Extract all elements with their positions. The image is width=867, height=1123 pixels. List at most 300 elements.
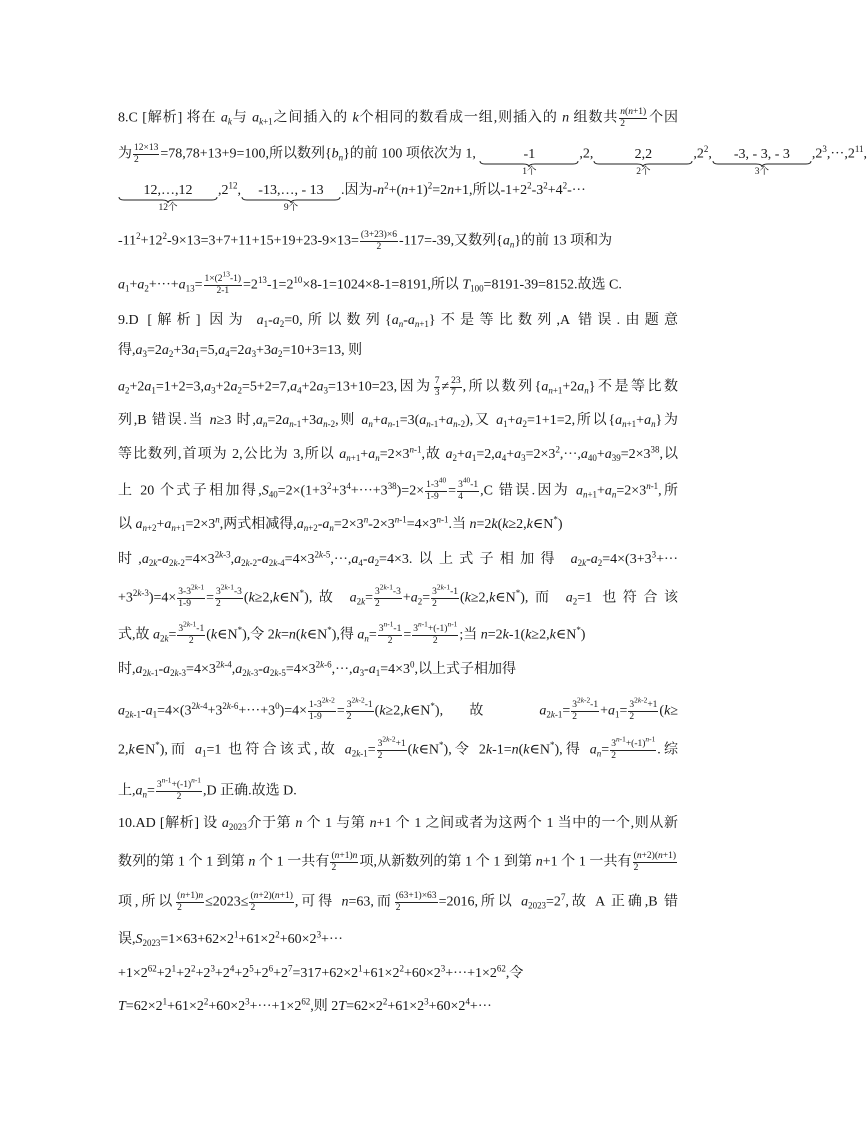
text-run: =: [422, 590, 431, 606]
subscript: [346, 453, 360, 463]
text-run: .因为-: [340, 183, 378, 198]
text-run: ),令 2: [443, 742, 486, 758]
text-run: +3: [301, 413, 317, 428]
text-run: 40: [268, 489, 278, 500]
text-run: 2: [432, 636, 438, 646]
text-run: +(-1): [427, 624, 448, 634]
text-run: 2: [125, 709, 130, 720]
text-run: +3: [118, 590, 133, 606]
fraction-denominator: [610, 751, 656, 762]
math-variable: a: [135, 343, 143, 358]
text-run: (: [518, 742, 524, 758]
math-variable: a: [322, 517, 330, 532]
text-run: 2: [144, 283, 149, 294]
text-run: 12: [228, 180, 238, 191]
solution-line: [118, 143, 867, 177]
fraction-numerator: [633, 851, 677, 863]
fraction: [450, 376, 462, 399]
math-variable: n: [548, 385, 553, 396]
text-run: =1 也符合该: [577, 590, 678, 606]
math-variable: a: [604, 447, 612, 462]
text-run: +2: [214, 966, 230, 981]
text-run: 2: [633, 863, 639, 873]
text-run: =: [619, 703, 628, 719]
text-run: +: [402, 590, 411, 606]
text-run: 3-3: [178, 587, 191, 597]
fraction-denominator: [330, 863, 358, 874]
text-run: =: [562, 703, 571, 719]
solution-line: [118, 230, 678, 250]
solution-line: [118, 269, 678, 296]
math-variable: n: [215, 514, 220, 525]
text-run: -5: [278, 667, 286, 678]
underbrace-label: [284, 203, 298, 213]
text-run: +···+3: [238, 703, 276, 719]
math-variable: k: [196, 701, 201, 712]
math-variable: a: [220, 110, 228, 126]
solution-line: [118, 930, 678, 950]
math-variable: n: [375, 452, 380, 463]
text-run: 2: [203, 996, 209, 1007]
text-run: +60×2: [279, 932, 317, 947]
text-run: 1-9: [178, 599, 191, 609]
fraction-numerator: [133, 143, 159, 155]
text-run: +···+1×2: [249, 999, 302, 1014]
text-run: -4: [277, 557, 285, 568]
text-run: 3: [142, 348, 147, 359]
math-variable: a: [589, 742, 597, 758]
text-run: 组数共: [569, 110, 619, 126]
text-run: 个 1 一共有: [255, 854, 330, 870]
text-run: 3: [822, 144, 827, 155]
math-variable: k: [355, 695, 359, 705]
math-variable: n: [469, 517, 477, 532]
superscript: [436, 514, 448, 524]
text-run: =0,所以数列{: [284, 313, 392, 328]
math-variable: b: [331, 146, 339, 162]
text-run: =78,78+13+9=100,所以数列{: [160, 146, 332, 162]
text-run: *: [327, 625, 332, 636]
text-run: 0: [275, 701, 280, 712]
superscript: [439, 475, 446, 484]
fraction-denominator: [628, 712, 658, 723]
text-run: ,2: [218, 183, 229, 198]
text-run: +1: [552, 385, 563, 396]
solution-line: [118, 475, 679, 502]
math-variable: a: [153, 627, 160, 643]
text-run: -1: [430, 418, 439, 429]
text-run: 项,从新数列的第 1 个 1 到第: [359, 854, 536, 870]
solution-line: [118, 734, 679, 761]
text-run: ),令 2: [242, 627, 275, 643]
superscript: [645, 734, 655, 743]
fraction: [133, 143, 159, 166]
math-variable: n: [180, 891, 186, 901]
text-run: 1-9: [426, 492, 439, 502]
math-variable: a: [570, 552, 578, 567]
text-run: 62: [147, 963, 157, 974]
math-variable: k: [273, 557, 278, 568]
fraction-denominator: [633, 863, 677, 874]
math-variable: k: [440, 582, 444, 592]
text-run: -2: [457, 418, 466, 429]
text-run: -3: [531, 183, 544, 198]
math-variable: T: [118, 999, 126, 1014]
text-run: +61×2: [362, 966, 400, 981]
text-run: 1: [162, 996, 168, 1007]
solution-line: [118, 341, 678, 361]
text-run: 40: [462, 475, 471, 485]
text-run: -1: [590, 700, 599, 710]
text-run: ∈N: [532, 517, 554, 532]
math-variable: a: [515, 413, 523, 428]
text-run: 2: [399, 963, 404, 974]
math-variable: n: [161, 775, 166, 785]
text-run: +(-1): [625, 739, 646, 749]
text-run: 4: [229, 963, 235, 974]
text-run: (: [374, 703, 380, 719]
text-run: =2,: [476, 447, 495, 462]
text-run: 2: [703, 144, 709, 155]
math-variable: a: [352, 662, 360, 677]
text-run: (: [250, 891, 254, 901]
superscript: [215, 549, 231, 559]
math-variable: k: [320, 659, 325, 670]
text-run: 62: [301, 996, 311, 1007]
math-variable: n: [646, 481, 651, 492]
text-run: +2: [156, 966, 172, 981]
fraction-numerator: [610, 734, 656, 751]
math-variable: a: [380, 413, 388, 428]
text-run: ≥2,: [508, 517, 527, 532]
text-run: 39: [611, 452, 621, 463]
text-run: =: [206, 590, 215, 606]
text-run: +2: [195, 966, 211, 981]
text-run: =4×3.以上式子相加得: [379, 552, 571, 567]
text-run: 3: [216, 587, 221, 597]
text-run: +2: [301, 379, 317, 395]
text-run: -: [317, 517, 323, 532]
text-run: =4×3: [380, 662, 410, 677]
text-run: +1×2: [118, 966, 148, 981]
fraction-numerator: [177, 582, 205, 599]
text-run: -1=: [492, 742, 512, 758]
fraction-denominator: [177, 599, 205, 610]
text-run: 2: [356, 596, 362, 607]
text-run: 2: [134, 155, 139, 165]
text-run: =: [336, 703, 345, 719]
text-run: -1: [470, 480, 479, 490]
math-variable: k: [137, 588, 142, 599]
text-run: 2: [241, 557, 246, 568]
underbrace-group: [479, 145, 579, 177]
superscript: [352, 695, 365, 704]
superscript: [192, 701, 208, 711]
text-run: 2: [170, 667, 175, 678]
text-run: 7: [288, 963, 293, 974]
text-run: ): [557, 517, 563, 532]
math-variable: k: [194, 582, 198, 592]
fraction-numerator: [378, 619, 403, 636]
fraction: [177, 582, 205, 610]
text-run: +1): [408, 183, 428, 198]
text-run: 1: [615, 709, 620, 720]
math-variable: a: [580, 447, 588, 462]
solution-line: [118, 376, 678, 396]
text-run: 4: [225, 348, 230, 359]
text-run: 2: [562, 180, 568, 191]
fraction: [176, 891, 204, 914]
superscript: [395, 514, 407, 524]
math-variable: n: [636, 851, 642, 861]
superscript: [191, 582, 204, 591]
math-variable: n: [535, 854, 543, 870]
math-variable: a: [644, 413, 652, 428]
subscript: [269, 558, 285, 568]
text-run: (: [243, 590, 249, 606]
math-variable: a: [118, 277, 125, 293]
math-variable: a: [163, 662, 171, 677]
text-run: +61×2: [167, 999, 204, 1014]
math-variable: a: [256, 313, 264, 328]
text-run: 40: [587, 452, 597, 463]
math-variable: a: [261, 552, 269, 567]
text-run: 2: [268, 557, 274, 568]
text-run: +60×2: [428, 999, 466, 1014]
text-run: -1: [165, 775, 172, 785]
solution-line: [118, 891, 678, 911]
math-variable: k: [227, 116, 232, 127]
text-run: +1): [279, 891, 293, 901]
math-variable: k: [664, 703, 671, 719]
text-run: 3: [611, 739, 616, 749]
solution-line: [118, 445, 678, 465]
text-run: ),得: [331, 627, 358, 643]
fraction-numerator: [377, 734, 407, 751]
subscript: [270, 668, 286, 678]
text-run: +1: [395, 739, 406, 749]
text-run: -1: [399, 514, 407, 525]
text-run: -: [140, 703, 146, 719]
solution-line: [118, 515, 678, 535]
fraction-denominator: [425, 492, 447, 503]
fraction-numerator: [412, 619, 458, 636]
text-run: 2023: [528, 900, 547, 911]
text-run: 3: [178, 624, 184, 634]
text-run: 上,: [118, 783, 136, 799]
subscript: [470, 284, 483, 294]
fraction-numerator: [249, 891, 293, 903]
math-variable: n: [198, 891, 204, 901]
text-run: +(: [388, 183, 402, 198]
text-run: 2: [382, 996, 388, 1007]
text-run: =62×2: [125, 999, 163, 1014]
text-run: 2: [375, 599, 380, 609]
text-run: 2: [387, 636, 393, 646]
subscript: [352, 749, 368, 759]
text-run: 4: [297, 385, 302, 396]
text-run: +1: [350, 452, 361, 463]
text-run: -: [258, 662, 263, 677]
text-run: +2: [129, 379, 145, 395]
math-variable: a: [361, 413, 369, 428]
superscript: [380, 582, 393, 591]
text-run: +3: [256, 343, 271, 358]
text-run: +2)(: [641, 851, 658, 861]
text-run: -117=-39,又数列{: [398, 233, 503, 249]
math-variable: a: [161, 343, 169, 358]
text-run: *: [550, 740, 555, 751]
text-run: 2: [577, 557, 583, 568]
text-run: 以: [118, 517, 136, 532]
text-run: (: [633, 851, 637, 861]
subscript: [588, 453, 597, 463]
subscript: [622, 419, 636, 429]
math-variable: k: [245, 557, 250, 568]
text-run: +2: [562, 379, 578, 395]
math-variable: a: [410, 590, 418, 606]
text-run: -3: [233, 587, 242, 597]
math-variable: a: [221, 816, 229, 831]
math-variable: k: [318, 549, 323, 560]
fraction-numerator: [395, 891, 438, 903]
text-run: .综: [657, 742, 679, 758]
math-variable: n: [645, 734, 650, 744]
text-run: 误,: [118, 932, 136, 947]
text-run: .当: [448, 517, 470, 532]
text-run: =: [448, 483, 457, 499]
text-run: 3: [378, 624, 384, 634]
text-run: -1: [619, 734, 626, 744]
text-run: +: [129, 277, 138, 293]
math-variable: a: [270, 343, 278, 358]
subscript: [149, 558, 157, 568]
text-run: -13,…, - 13: [258, 183, 324, 198]
text-run: +: [438, 413, 447, 428]
math-variable: n: [651, 418, 656, 429]
math-variable: k: [300, 627, 307, 643]
text-run: +3: [207, 703, 223, 719]
math-variable: a: [118, 703, 125, 719]
text-run: -3: [178, 667, 187, 678]
text-run: 3: [413, 624, 418, 634]
text-run: =2×3: [379, 447, 410, 462]
subscript: [426, 419, 438, 429]
text-run: +2: [215, 379, 231, 395]
text-run: ∈N: [217, 627, 238, 643]
text-run: ,D 正确.故选 D.: [203, 783, 297, 799]
text-run: =4×3: [186, 662, 216, 677]
text-run: 4: [458, 492, 463, 502]
math-variable: a: [144, 379, 152, 395]
text-run: ,: [708, 146, 712, 162]
text-run: 2-1: [216, 286, 230, 296]
fraction: [633, 851, 677, 874]
fraction: [457, 475, 479, 503]
math-variable: k: [489, 590, 496, 606]
text-run: 3: [156, 780, 162, 790]
text-run: 8.C [解析] 将在: [118, 110, 221, 126]
math-variable: n: [209, 413, 217, 428]
math-variable: k: [386, 734, 390, 744]
math-variable: k: [412, 742, 419, 758]
text-run: =: [168, 627, 177, 643]
math-variable: k: [352, 110, 359, 126]
text-run: 62: [496, 963, 506, 974]
text-run: *: [553, 514, 558, 525]
fraction: [308, 695, 336, 723]
text-run: 个因: [648, 110, 679, 126]
solution-line: [118, 550, 678, 570]
math-variable: n: [511, 742, 519, 758]
text-run: ,所: [658, 483, 679, 499]
text-run: +2: [176, 966, 192, 981]
text-run: 1个: [522, 166, 537, 177]
fraction: [215, 582, 243, 610]
text-run: }的前 13 项和为: [514, 233, 613, 249]
text-run: 数列的第 1 个 1 到第: [118, 854, 249, 870]
fraction-numerator: [619, 107, 647, 119]
text-run: 3: [572, 700, 577, 710]
text-run: =: [146, 783, 155, 799]
math-variable: n: [480, 627, 488, 643]
text-run: -1: [421, 619, 428, 629]
math-variable: a: [368, 447, 376, 462]
text-run: +2: [253, 966, 269, 981]
text-run: +1,所以-1+2: [454, 183, 528, 198]
text-run: ,则: [335, 413, 362, 428]
text-run: -1: [293, 418, 302, 429]
text-run: 1: [195, 348, 200, 359]
text-run: ,以上式子相加得: [414, 662, 516, 677]
text-run: ,···,: [330, 552, 352, 567]
math-variable: a: [141, 552, 149, 567]
math-variable: k: [523, 742, 530, 758]
text-run: 2: [432, 599, 437, 609]
subscript: [125, 710, 141, 720]
fraction: [177, 619, 205, 647]
text-run: 2: [214, 549, 220, 560]
text-run: -1: [150, 667, 159, 678]
text-run: -1): [229, 274, 242, 284]
text-run: =2: [267, 413, 283, 428]
text-run: +: [372, 413, 381, 428]
text-run: +1: [587, 489, 598, 500]
math-variable: n: [334, 851, 340, 861]
math-variable: a: [235, 662, 243, 677]
text-run: 2: [162, 231, 168, 242]
text-run: ,可得: [294, 894, 342, 910]
math-variable: a: [608, 703, 615, 719]
text-run: =2×3: [616, 483, 647, 499]
text-run: (: [459, 590, 465, 606]
math-variable: a: [316, 413, 324, 428]
solution-line: [118, 411, 678, 431]
math-variable: a: [539, 703, 547, 719]
text-run: (: [497, 517, 503, 532]
math-variable: n: [620, 107, 626, 117]
math-variable: T: [462, 277, 471, 293]
math-variable: n: [562, 110, 570, 126]
text-run: 3个: [754, 166, 769, 177]
text-run: 13: [185, 283, 195, 294]
text-run: -1: [196, 624, 205, 634]
text-run: ,: [230, 552, 235, 567]
text-run: 2: [168, 348, 174, 359]
text-run: (: [331, 851, 335, 861]
text-run: =2×3: [333, 517, 364, 532]
text-run: 2: [620, 119, 626, 129]
